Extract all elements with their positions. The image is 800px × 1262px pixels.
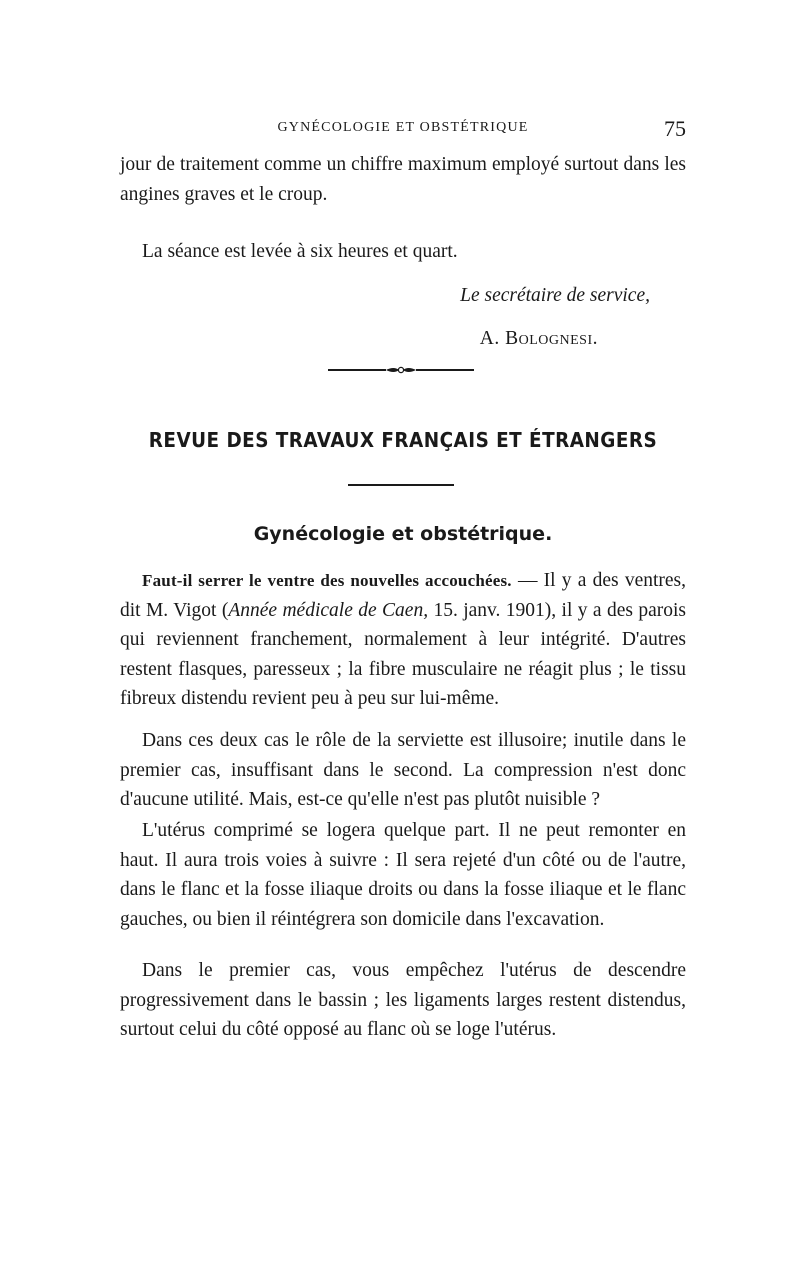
page-number: 75	[664, 116, 686, 141]
article-text: — Il y a des ventres, dit M. Vigot (	[120, 570, 687, 621]
article-paragraph-2: Dans ces deux cas le rôle de la serviette est illusoire; inutile dans le premier cas, insuffisant dans le second. La compression n'est donc d'aucune utilité. Mais, est-ce qu'elle n'est pas plutôt nuisible ?	[120, 730, 686, 810]
divider-ornament-icon	[386, 360, 416, 380]
section-rule	[348, 484, 454, 486]
divider-line-left	[328, 369, 386, 371]
closing-paragraph: La séance est levée à six heures et quart.	[142, 241, 458, 262]
section-title: REVUE DES TRAVAUX FRANÇAIS ET ÉTRANGERS	[148, 428, 658, 452]
running-title: GYNÉCOLOGIE ET OBSTÉTRIQUE	[277, 120, 529, 135]
article-lead: Faut-il serrer le ventre des nouvelles accouchées.	[142, 571, 512, 590]
divider-line-right	[416, 369, 474, 371]
continued-paragraph: jour de traitement comme un chiffre maximum employé surtout dans les angines graves et le croup.	[120, 154, 686, 205]
ornamental-divider	[328, 360, 474, 380]
running-head	[120, 116, 686, 140]
subsection-title: Gynécologie et obstétrique.	[253, 523, 553, 545]
article-paragraph-3: L'utérus comprimé se logera quelque part. Il ne peut remonter en haut. Il aura trois voies à suivre : Il sera rejeté d'un côté ou de l'autre, dans le flanc et la fosse iliaque droits ou dans la fosse iliaque et le flanc gauches, ou bien il réintégrera son domicile dans l'excavation.	[120, 820, 686, 930]
article-paragraph-1	[120, 566, 686, 714]
article-paragraph-4: Dans le premier cas, vous empêchez l'utérus de descendre progressivement dans le bassin ; les ligaments larges restent distendus, surtout celui du côté opposé au flanc où se loge l'utérus.	[120, 960, 686, 1040]
signature-title: Le secrétaire de service,	[460, 285, 650, 306]
article-text-continued: 15. janv. 1901), il y a des parois qui reviennent franchement, normalement à leur intégrité. D'autres restent flasques, paresseux ; la fibre musculaire ne réagit plus ; le tissu fibreux distendu revient peu à peu sur lui-même.	[120, 599, 686, 709]
signature-name: A. Bolognesi.	[479, 328, 598, 349]
article-source: Année médicale de Caen,	[228, 599, 429, 621]
